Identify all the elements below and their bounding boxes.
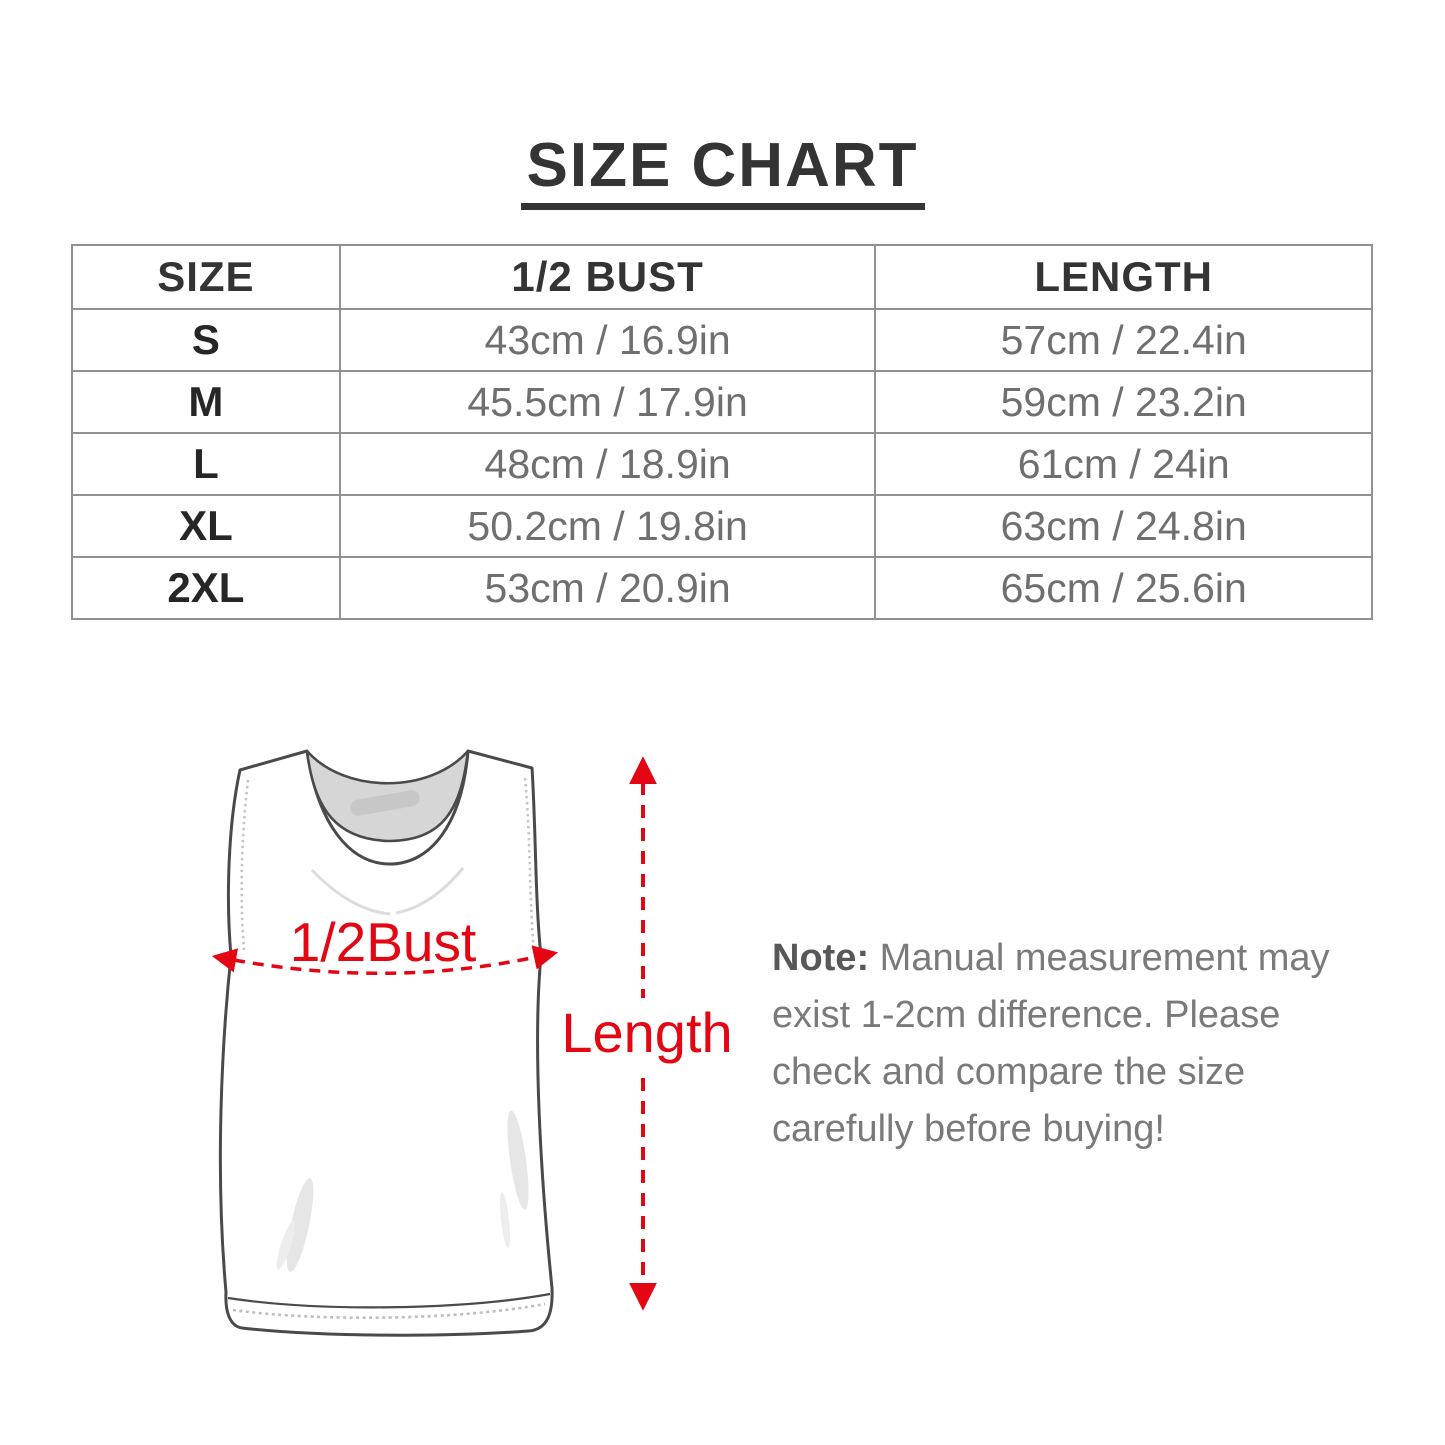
note-line — [772, 930, 1372, 987]
note-line: check and compare the size — [772, 1051, 1246, 1093]
col-header-length: LENGTH — [875, 245, 1372, 309]
measurement-note — [772, 930, 1372, 1158]
bust-value: 45.5cm / 17.9in — [340, 371, 876, 433]
size-value: XL — [72, 495, 340, 557]
note-text: Manual measurement may — [879, 937, 1330, 979]
table-row — [72, 557, 1372, 619]
bust-measure-label: 1/2Bust — [289, 911, 477, 973]
size-table — [71, 244, 1373, 620]
length-value: 57cm / 22.4in — [875, 309, 1372, 371]
page-title: SIZE CHART — [521, 135, 925, 210]
size-value: L — [72, 433, 340, 495]
size-value: 2XL — [72, 557, 340, 619]
length-value: 61cm / 24in — [875, 433, 1372, 495]
bust-value: 53cm / 20.9in — [340, 557, 876, 619]
col-header-size: SIZE — [72, 245, 340, 309]
table-row — [72, 309, 1372, 371]
size-value: S — [72, 309, 340, 371]
length-value: 63cm / 24.8in — [875, 495, 1372, 557]
note-line: carefully before buying! — [772, 1108, 1165, 1150]
note-prefix: Note: — [772, 937, 870, 979]
tank-top-body — [220, 751, 552, 1335]
table-row — [72, 495, 1372, 557]
bust-value: 43cm / 16.9in — [340, 309, 876, 371]
length-measure-label: Length — [561, 1001, 733, 1064]
col-header-bust: 1/2 BUST — [340, 245, 876, 309]
size-value: M — [72, 371, 340, 433]
length-value: 65cm / 25.6in — [875, 557, 1372, 619]
length-value: 59cm / 23.2in — [875, 371, 1372, 433]
bust-value: 48cm / 18.9in — [340, 433, 876, 495]
bust-value: 50.2cm / 19.8in — [340, 495, 876, 557]
table-row — [72, 433, 1372, 495]
table-header-row — [72, 245, 1372, 309]
title-wrap — [0, 131, 1445, 210]
note-line: exist 1-2cm difference. Please — [772, 994, 1281, 1036]
table-row — [72, 371, 1372, 433]
